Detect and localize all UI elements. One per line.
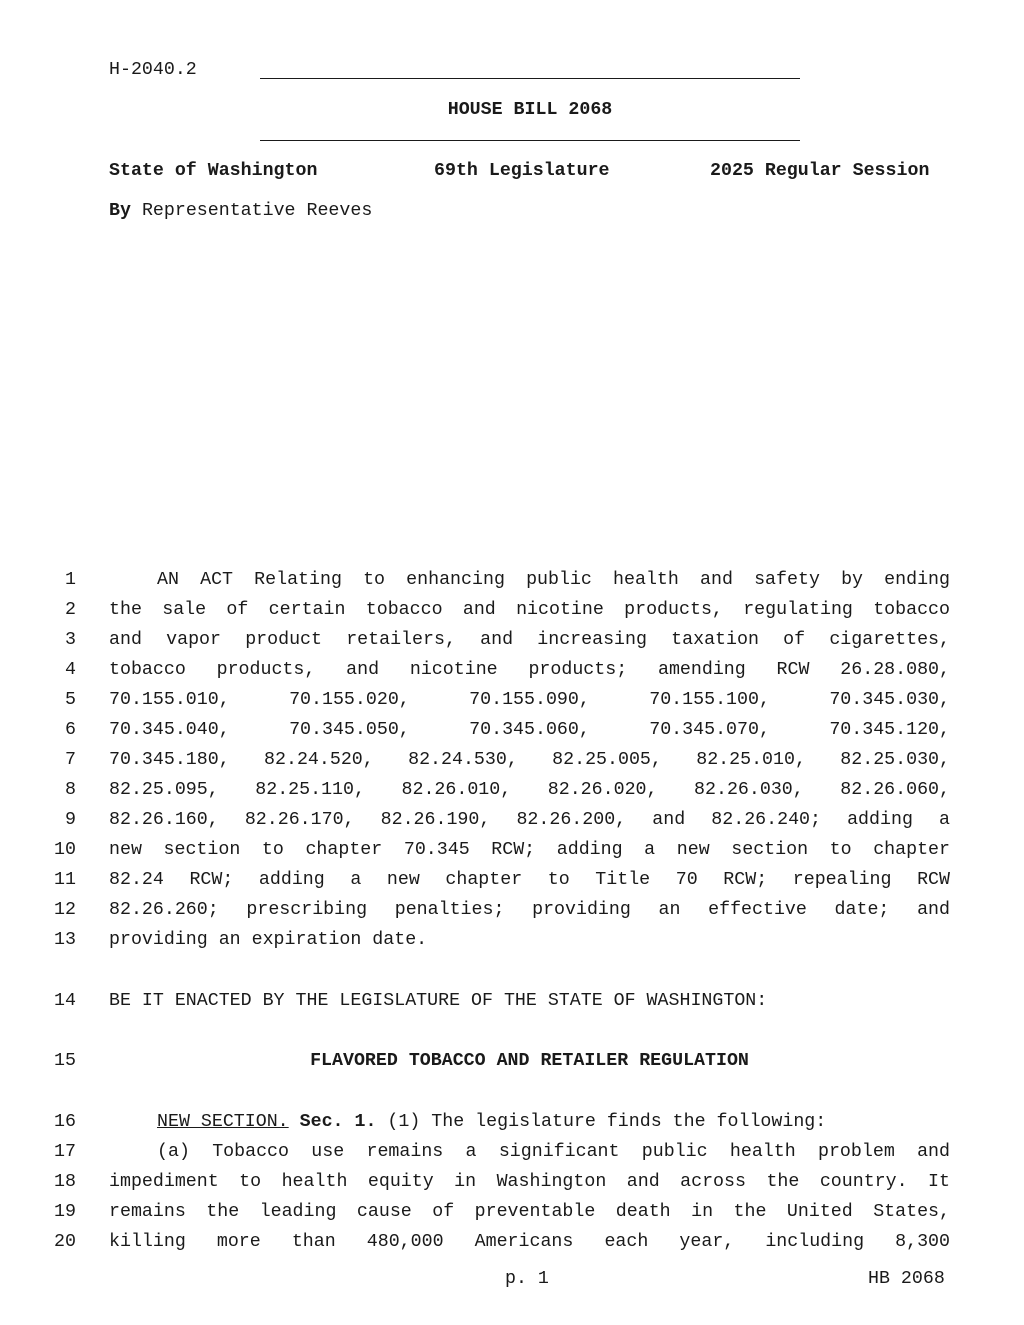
line-number: 5 — [65, 690, 76, 710]
line-number: 2 — [65, 600, 76, 620]
part-heading: FLAVORED TOBACCO AND RETAILER REGULATION — [310, 1051, 749, 1071]
bill-title: HOUSE BILL 2068 — [447, 100, 613, 120]
body-line: 82.26.160, 82.26.170, 82.26.190, 82.26.200, and 82.26.240; adding a — [109, 810, 950, 830]
body-line: 70.345.180, 82.24.520, 82.24.530, 82.25.005, 82.25.010, 82.25.030, — [109, 750, 950, 770]
session-label: 2025 Regular Session — [710, 161, 930, 181]
sponsor-name: Representative Reeves — [141, 201, 373, 221]
new-section-label: NEW SECTION. — [157, 1112, 289, 1132]
state-label: State of Washington — [109, 161, 318, 181]
line-number: 4 — [65, 660, 76, 680]
line-number: 8 — [65, 780, 76, 800]
body-line: 82.25.095, 82.25.110, 82.26.010, 82.26.020, 82.26.030, 82.26.060, — [109, 780, 950, 800]
body-line: providing an expiration date. — [109, 930, 428, 950]
line-number: 18 — [54, 1172, 76, 1192]
body-line: 82.24 RCW; adding a new chapter to Title 70 RCW; repealing RCW — [109, 870, 950, 890]
line-number: 14 — [54, 991, 76, 1011]
line-number: 11 — [54, 870, 76, 890]
body-line: AN ACT Relating to enhancing public health and safety by ending — [157, 570, 950, 590]
body-line: remains the leading cause of preventable death in the United States, — [109, 1202, 950, 1222]
body-line: (a) Tobacco use remains a significant public health problem and — [157, 1142, 950, 1162]
body-line: tobacco products, and nicotine products; amending RCW 26.28.080, — [109, 660, 950, 680]
body-line: impediment to health equity in Washington and across the country. It — [109, 1172, 950, 1192]
line-number: 13 — [54, 930, 76, 950]
legislature-label: 69th Legislature — [434, 161, 610, 181]
body-line: new section to chapter 70.345 RCW; adding a new section to chapter — [109, 840, 950, 860]
line-number: 6 — [65, 720, 76, 740]
body-line: and vapor product retailers, and increasing taxation of cigarettes, — [109, 630, 950, 650]
body-line: 82.26.260; prescribing penalties; providing an effective date; and — [109, 900, 950, 920]
title-rule-top — [260, 78, 800, 79]
body-line: the sale of certain tobacco and nicotine products, regulating tobacco — [109, 600, 950, 620]
line-number: 12 — [54, 900, 76, 920]
enacting-clause: BE IT ENACTED BY THE LEGISLATURE OF THE STATE OF WASHINGTON: — [109, 991, 768, 1011]
line-number: 20 — [54, 1232, 76, 1252]
section-text: (1) The legislature finds the following: — [387, 1112, 827, 1132]
section-number: Sec. 1. — [299, 1112, 377, 1132]
line-number: 10 — [54, 840, 76, 860]
section-heading-line — [109, 1111, 950, 1133]
line-number: 9 — [65, 810, 76, 830]
document-code: H-2040.2 — [109, 60, 197, 80]
line-number: 16 — [54, 1112, 76, 1132]
by-label: By — [109, 201, 131, 221]
line-number: 17 — [54, 1142, 76, 1162]
body-line: killing more than 480,000 Americans each year, including 8,300 — [109, 1232, 950, 1252]
sponsor-line — [109, 200, 372, 222]
line-number: 7 — [65, 750, 76, 770]
line-number: 19 — [54, 1202, 76, 1222]
title-rule-bottom — [260, 140, 800, 141]
body-line: 70.155.010, 70.155.020, 70.155.090, 70.155.100, 70.345.030, — [109, 690, 950, 710]
page-number: p. 1 — [505, 1269, 549, 1289]
body-line: 70.345.040, 70.345.050, 70.345.060, 70.345.070, 70.345.120, — [109, 720, 950, 740]
footer-bill-ref: HB 2068 — [868, 1269, 945, 1289]
line-number: 1 — [65, 570, 76, 590]
line-number: 3 — [65, 630, 76, 650]
line-number: 15 — [54, 1051, 76, 1071]
